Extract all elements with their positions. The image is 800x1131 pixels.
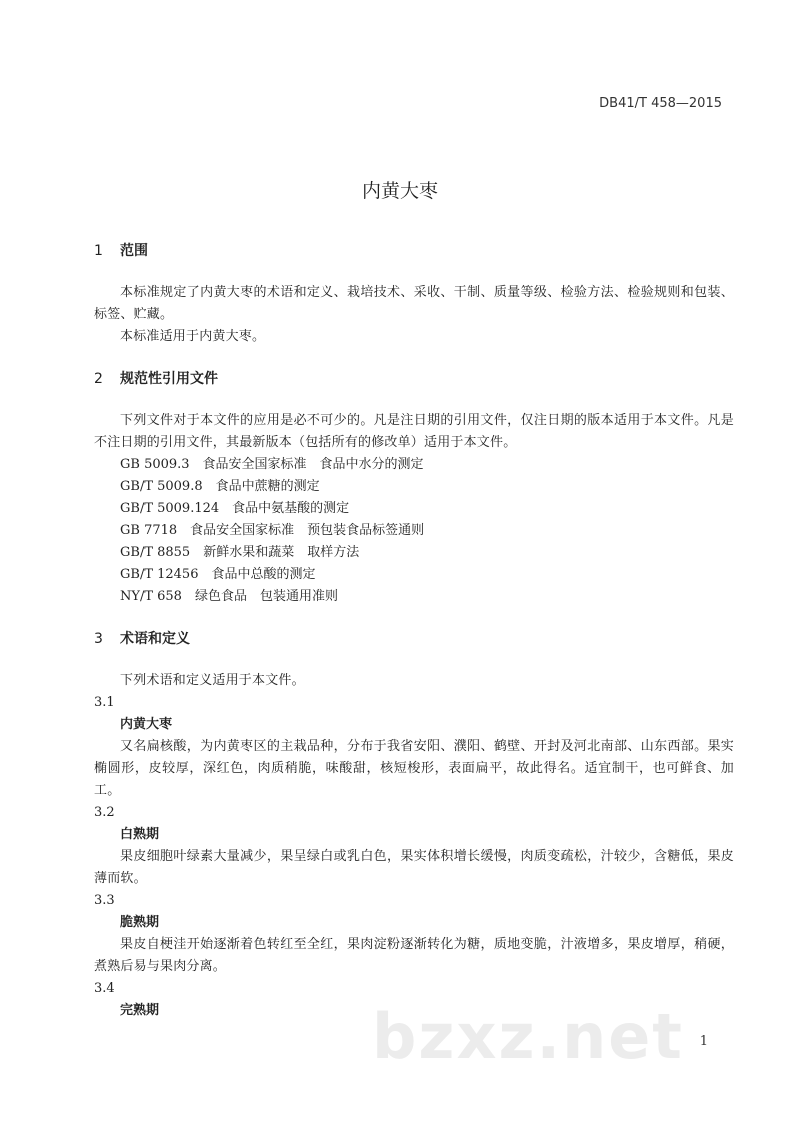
paragraph: 下列文件对于本文件的应用是必不可少的。凡是注日期的引用文件，仅注日期的版本适用于本文件。凡是不注日期的引用文件，其最新版本（包括所有的修改单）适用于本文件。 xyxy=(94,413,734,450)
section-title: 规范性引用文件 xyxy=(120,371,218,387)
section-title: 术语和定义 xyxy=(120,631,190,647)
term-name: 白熟期 xyxy=(120,827,160,842)
section-heading-terms-definitions xyxy=(94,628,734,650)
document-code: DB41/T 458—2015 xyxy=(599,96,722,111)
section-number: 3 xyxy=(94,631,103,647)
term-number: 3.1 xyxy=(94,695,115,710)
document-title: 内黄大枣 xyxy=(361,180,438,202)
term-definition: 果皮细胞叶绿素大量减少，果呈绿白或乳白色，果实体积增长缓慢，肉质变疏松，汁较少，含糖低，果皮薄而软。 xyxy=(94,849,734,886)
reference-item: GB 7718 食品安全国家标准 预包装食品标签通则 xyxy=(120,523,425,538)
reference-item: NY/T 658 绿色食品 包装通用准则 xyxy=(120,589,338,604)
section-heading-normative-references xyxy=(94,368,734,390)
watermark: bzxz.net xyxy=(372,1000,684,1073)
reference-item: GB/T 12456 食品中总酸的测定 xyxy=(120,567,316,582)
reference-item: GB/T 8855 新鲜水果和蔬菜 取样方法 xyxy=(120,545,360,560)
reference-item: GB/T 5009.8 食品中蔗糖的测定 xyxy=(120,479,320,494)
paragraph: 下列术语和定义适用于本文件。 xyxy=(120,673,305,688)
term-name: 脆熟期 xyxy=(120,915,160,930)
term-number: 3.4 xyxy=(94,981,115,996)
term-name: 内黄大枣 xyxy=(120,717,173,732)
page-number: 1 xyxy=(699,1034,708,1049)
section-heading-scope xyxy=(94,240,734,262)
paragraph: 本标准规定了内黄大枣的术语和定义、栽培技术、采收、干制、质量等级、检验方法、检验规则和包装、标签、贮藏。 xyxy=(94,285,734,322)
term-definition: 果皮自梗洼开始逐渐着色转红至全红，果肉淀粉逐渐转化为糖，质地变脆，汁液增多，果皮增厚，稍硬，煮熟后易与果肉分离。 xyxy=(94,937,734,974)
term-name: 完熟期 xyxy=(120,1003,160,1018)
term-definition: 又名扁核酸，为内黄枣区的主栽品种，分布于我省安阳、濮阳、鹤壁、开封及河北南部、山东西部。果实椭圆形，皮较厚，深红色，肉质稍脆，味酸甜，核短梭形，表面扁平，故此得名。适宜制干，也可鲜食、加工。 xyxy=(94,739,734,798)
section-number: 1 xyxy=(94,243,103,259)
term-number: 3.2 xyxy=(94,805,115,820)
document-body xyxy=(94,240,734,1022)
term-number: 3.3 xyxy=(94,893,115,908)
reference-item: GB/T 5009.124 食品中氨基酸的测定 xyxy=(120,501,350,516)
section-title: 范围 xyxy=(120,243,148,259)
reference-item: GB 5009.3 食品安全国家标准 食品中水分的测定 xyxy=(120,457,424,472)
paragraph: 本标准适用于内黄大枣。 xyxy=(120,329,266,344)
section-number: 2 xyxy=(94,371,103,387)
